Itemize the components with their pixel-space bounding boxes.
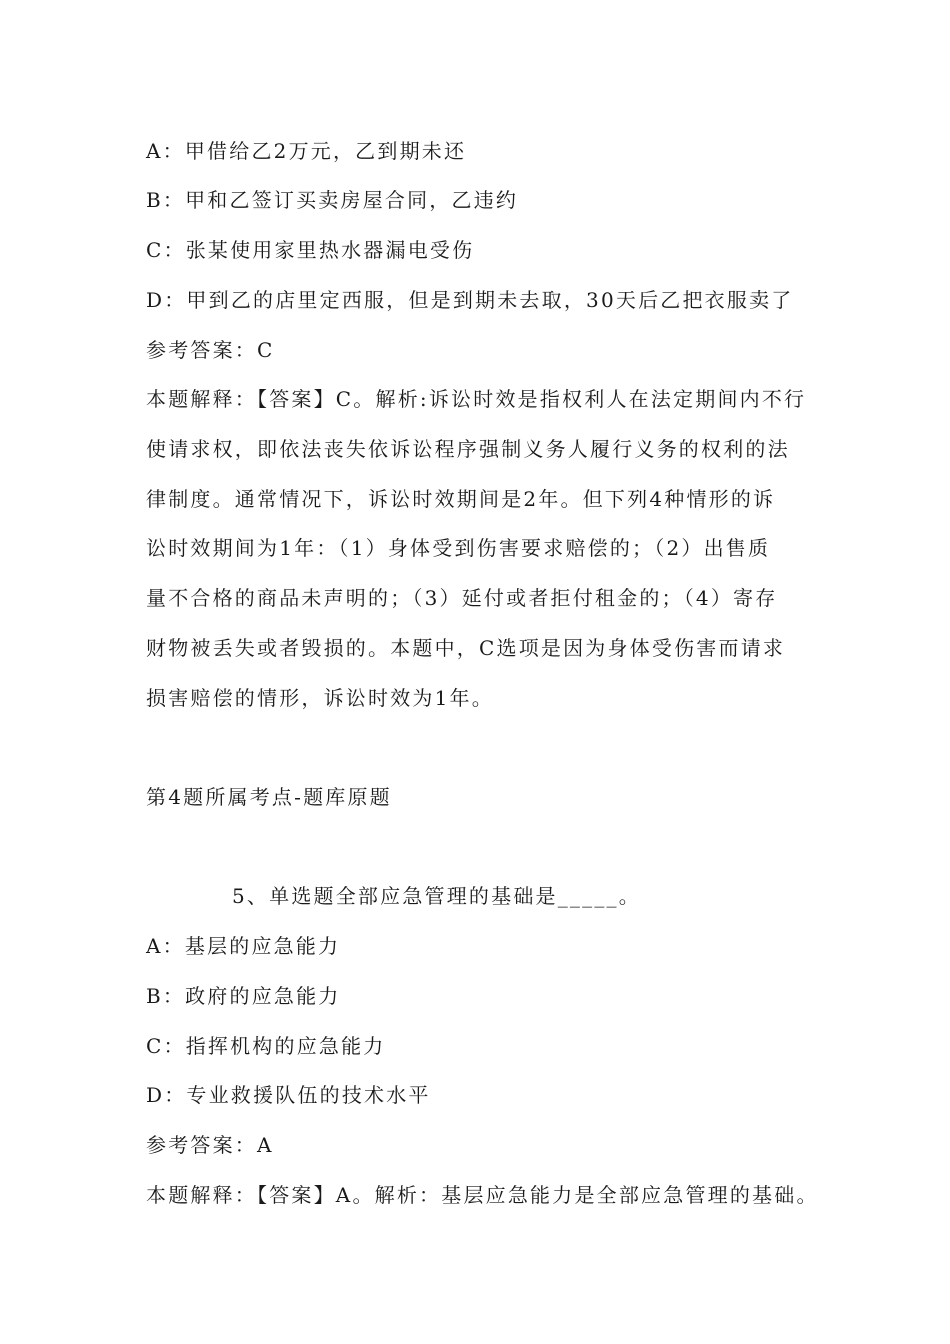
q3-option-d: D：甲到乙的店里定西服，但是到期未去取，30天后乙把衣服卖了: [146, 288, 794, 312]
q3-explanation-line: 本题解释：【答案】C。解析:诉讼时效是指权利人在法定期间内不行: [146, 387, 807, 411]
q3-explanation-line: 量不合格的商品未声明的；（3）延付或者拒付租金的；（4）寄存: [146, 586, 778, 610]
q3-explanation-line: 讼时效期间为1年：（1）身体受到伤害要求赔偿的；（2）出售质: [146, 536, 771, 560]
q5-question: 5、单选题全部应急管理的基础是_____。: [232, 884, 641, 908]
q4-topic-heading: 第4题所属考点-题库原题: [146, 785, 392, 809]
q3-explanation-line: 使请求权，即依法丧失依诉讼程序强制义务人履行义务的权利的法: [146, 437, 790, 461]
q5-answer: 参考答案：A: [146, 1133, 274, 1157]
q3-option-b: B：甲和乙签订买卖房屋合同，乙违约: [146, 188, 519, 212]
q5-explanation: 本题解释：【答案】A。解析：基层应急能力是全部应急管理的基础。: [146, 1183, 819, 1207]
q3-option-c: C：张某使用家里热水器漏电受伤: [146, 238, 475, 262]
q3-explanation-line: 律制度。通常情况下，诉讼时效期间是2年。但下列4种情形的诉: [146, 487, 776, 511]
q5-option-d: D：专业救援队伍的技术水平: [146, 1083, 431, 1107]
q3-option-a: A：甲借给乙2万元，乙到期未还: [146, 139, 467, 163]
q5-option-c: C：指挥机构的应急能力: [146, 1034, 386, 1058]
q3-explanation-line: 损害赔偿的情形，诉讼时效为1年。: [146, 686, 494, 710]
q5-option-a: A：基层的应急能力: [146, 934, 341, 958]
q3-answer: 参考答案：C: [146, 338, 275, 362]
q5-option-b: B：政府的应急能力: [146, 984, 341, 1008]
q3-explanation-line: 财物被丢失或者毁损的。本题中，C选项是因为身体受伤害而请求: [146, 636, 786, 660]
